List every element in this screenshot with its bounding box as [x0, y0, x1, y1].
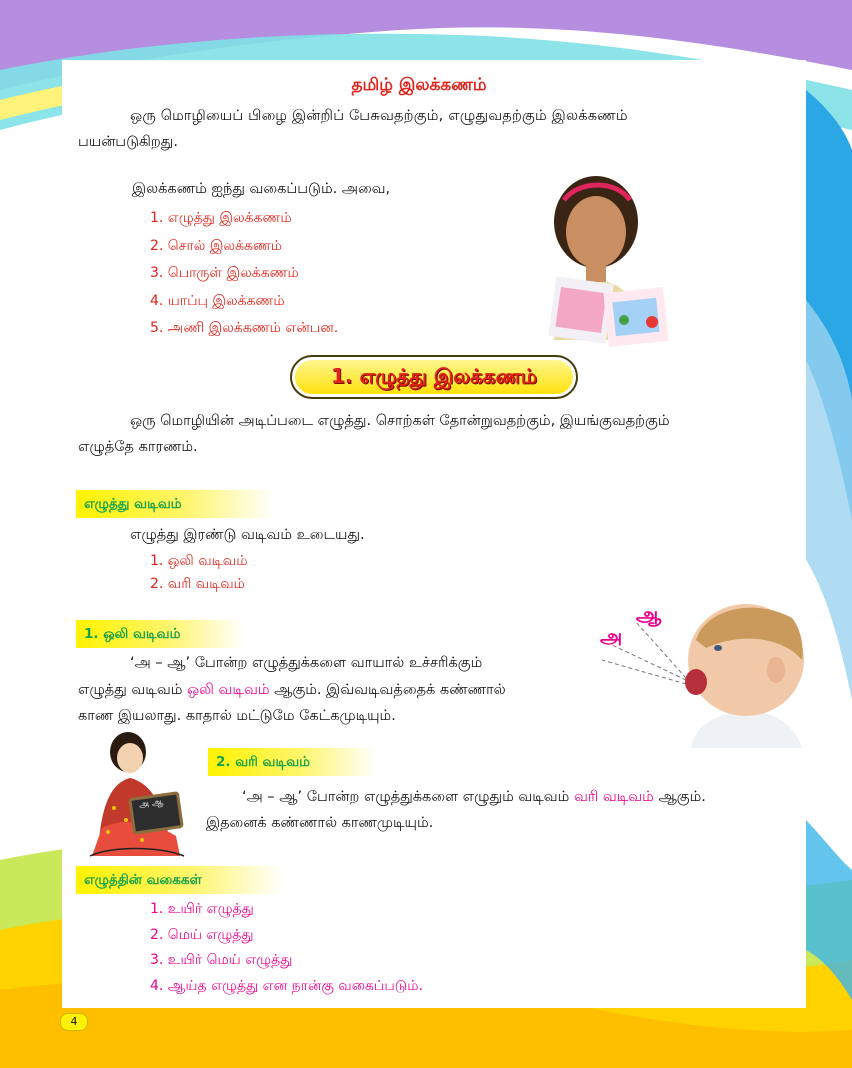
section-intro-line-1: ஒரு மொழியின் அடிப்படை எழுத்து. சொற்கள் தோன்றுவதற்கும், இயங்குவதற்கும்: [130, 413, 670, 429]
writing-form-tag: எழுத்து வடிவம்: [76, 490, 274, 518]
sound-form-line-2: [78, 677, 598, 703]
list-item: 1. ஒலி வடிவம்: [150, 553, 248, 569]
page-number: 4: [60, 1013, 88, 1031]
letter-a: அ: [600, 624, 623, 648]
grammar-types-heading: இலக்கணம் ஐந்து வகைப்படும். அவை,: [132, 181, 391, 197]
intro-line-1: ஒரு மொழியைப் பிழை இன்றிப் பேசுவதற்கும், எழுதுவதற்கும் இலக்கணம்: [130, 108, 628, 124]
letter-types-tag: எழுத்தின் வகைகள்: [76, 866, 284, 894]
list-item: 3. பொருள் இலக்கணம்: [150, 265, 299, 281]
girl-reading-illustration: [524, 170, 670, 350]
writing-form-list: [150, 550, 247, 596]
list-item: 2. வரி வடிவம்: [150, 576, 245, 592]
sound-form-tag: 1. ஒலி வடிவம்: [76, 620, 244, 648]
script-form-line-1-start: ‘அ – ஆ’ போன்ற எழுத்துக்களை எழுதும் வடிவம்: [242, 789, 570, 805]
list-item: 1. உயிர் எழுத்து: [150, 901, 254, 917]
girl-with-slate-illustration: [80, 728, 190, 860]
script-form-highlight: வரி வடிவம்: [573, 789, 654, 805]
page-title: தமிழ் இலக்கணம்: [351, 75, 487, 95]
script-form-tag: 2. வரி வடிவம்: [208, 748, 376, 776]
sound-form-line-3: காண இயலாது. காதால் மட்டுமே கேட்கமுடியும்.: [78, 708, 396, 724]
sound-form-line-2-end: ஆகும். இவ்வடிவத்தைக் கண்ணால்: [274, 682, 506, 698]
sound-form-line-1: ‘அ – ஆ’ போன்ற எழுத்துக்களை வாயால் உச்சரிக்கும்: [130, 655, 483, 671]
script-form-line-1: [242, 784, 782, 810]
list-item: 2. மெய் எழுத்து: [150, 926, 254, 943]
grammar-types-list: [150, 205, 338, 343]
list-item: 5. அணி இலக்கணம் என்பன.: [150, 320, 339, 336]
boy-speaking-illustration: [596, 600, 806, 750]
list-item: 4. யாப்பு இலக்கணம்: [150, 292, 285, 309]
sound-form-highlight: ஒலி வடிவம்: [187, 682, 270, 698]
intro-line-2: பயன்படுகிறது.: [78, 134, 178, 150]
script-form-line-2: இதனைக் கண்ணால் காணமுடியும்.: [206, 815, 434, 831]
list-item: 3. உயிர் மெய் எழுத்து: [150, 952, 293, 968]
list-item: 1. எழுத்து இலக்கணம்: [150, 210, 292, 226]
writing-form-text: எழுத்து இரண்டு வடிவம் உடையது.: [130, 527, 365, 543]
letter-types-list: [150, 897, 423, 999]
sound-form-line-2-start: எழுத்து வடிவம்: [78, 682, 183, 698]
list-item: 4. ஆய்த எழுத்து என நான்கு வகைப்படும்.: [150, 977, 423, 994]
letter-aa: ஆ: [636, 602, 662, 626]
section-intro-line-2: எழுத்தே காரணம்.: [78, 439, 198, 455]
list-item: 2. சொல் இலக்கணம்: [150, 237, 283, 254]
script-form-line-1-end: ஆகும்.: [658, 789, 706, 805]
section-banner: 1. எழுத்து இலக்கணம்: [290, 355, 578, 399]
slate-text: அ ஆ: [138, 797, 164, 811]
